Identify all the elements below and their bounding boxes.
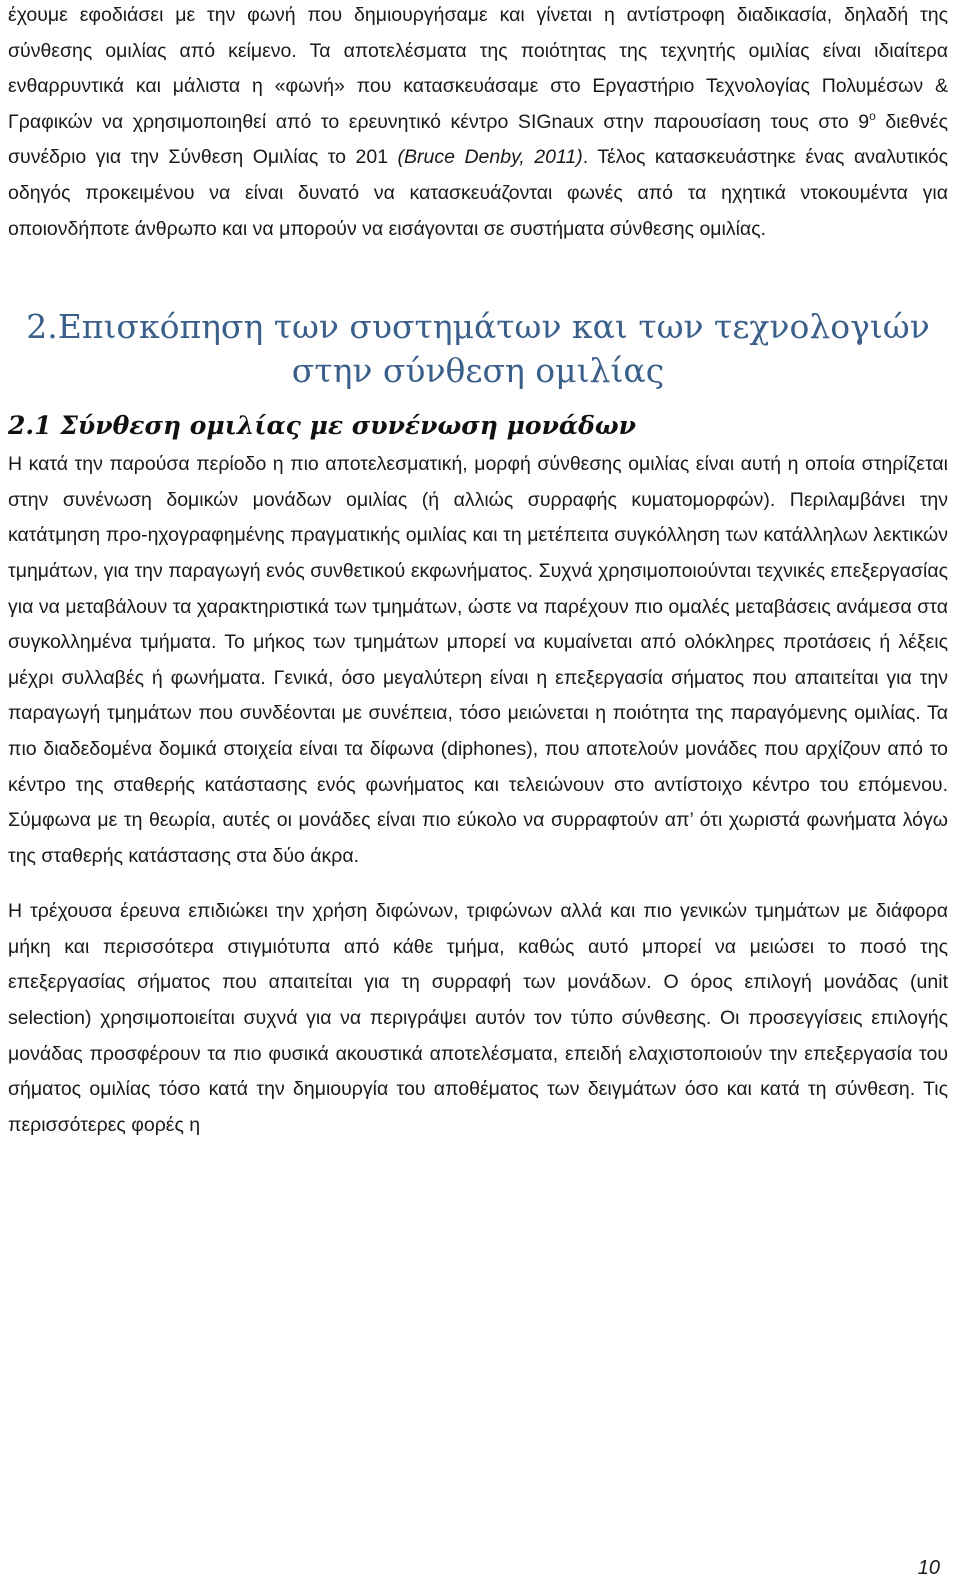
intro-text-a: έχουμε εφοδιάσει με την φωνή που δημιουργήσαμε και γίνεται η αντίστροφη διαδικασία, δηλαδή της σύνθεσης ομιλίας από κείμενο. Τα αποτελέσματα της ποιότητας της τεχνητής ομιλίας είναι ιδιαίτερα ενθαρρυντικά και μάλιστα η «φωνή» που κατασκευάσαμε στο Εργαστήριο Τεχνολογίας Πολυμέσων & Γραφικών να χρησιμοποιηθεί από το ερευνητικό κέντρο SIGnaux στην παρουσίαση τους στο 9 (8, 4, 948, 133)
intro-paragraph (8, 0, 948, 247)
section-2-1-paragraph-2: Η τρέχουσα έρευνα επιδιώκει την χρήση διφώνων, τριφώνων αλλά και πιο γενικών τμημάτων με διάφορα μήκη και περισσότερα στιγμιότυπα από κάθε τμήμα, καθώς αυτό μπορεί να μειώσει το ποσό της επεξεργασίας σήματος που απαιτείται για τη συρραφή των μονάδων. Ο όρος επιλογή μονάδας (unit selection) χρησιμοποιείται συχνά για να περιγράψει αυτόν τον τύπο σύνθεσης. Οι προσεγγίσεις επιλογής μονάδας προσφέρουν τα πιο φυσικά ακουστικά αποτελέσματα, επειδή ελαχιστοποιούν την επεξεργασία του σήματος ομιλίας τόσο κατά την δημιουργία του αποθέματος των δειγμάτων όσο και κατά τη σύνθεση. Τις περισσότερες φορές η (8, 900, 948, 1136)
ordinal-superscript: ο (869, 108, 876, 123)
page-number: 10 (917, 1557, 940, 1579)
intro-text-b: διεθνές συνέδριο για την Σύνθεση Ομιλίας το 201 (8, 110, 948, 169)
section-2-heading-line2: στην σύνθεση ομιλίας (291, 351, 665, 391)
section-2-1-paragraph-1: Η κατά την παρούσα περίοδο η πιο αποτελεσματική, μορφή σύνθεσης ομιλίας είναι αυτή η οποία στηρίζεται στην συνένωση δομικών μονάδων ομιλίας (ή αλλιώς συρραφής κυματομορφών). Περιλαμβάνει την κατάτμηση προ-ηχογραφημένης πραγματικής ομιλίας και τη μετέπειτα συγκόλληση των κατάλληλων λεκτικών τμημάτων, για την παραγωγή ενός συνθετικού εκφωνήματος. Συχνά χρησιμοποιούνται τεχνικές επεξεργασίας για να μεταβάλουν τα χαρακτηριστικά των τμημάτων, ώστε να παρέχουν πιο ομαλές μεταβάσεις ανάμεσα στα συγκολλημένα τμήματα. Το μήκος των τμημάτων μπορεί να κυμαίνεται από ολόκληρες προτάσεις ή λέξεις μέχρι συλλαβές ή φωνήματα. Γενικά, όσο μεγαλύτερη είναι η επεξεργασία σήματος που απαιτείται για την παραγωγή τμημάτων που συνδέονται με συνέπεια, τόσο μειώνεται η ποιότητα της παραγόμενης ομιλίας. Τα πιο διαδεδομένα δομικά στοιχεία είναι τα δίφωνα (diphones), που αποτελούν μονάδες που αρχίζουν από το κέντρο της σταθερής κατάστασης ενός φωνήματος και τελειώνουν στο αντίστοιχο κέντρο του επόμενου. Σύμφωνα με τη θεωρία, αυτές οι μονάδες είναι πιο εύκολο να συρραφτούν απ’ ότι χωριστά φωνήματα λόγω της σταθερής κατάστασης στα δύο άκρα. (8, 453, 948, 867)
section-2-1-heading: 2.1 Σύνθεση ομιλίας με συνένωση μονάδων (8, 411, 636, 441)
section-2-heading-line1: 2.Επισκόπηση των συστημάτων και των τεχνολογιών (26, 307, 930, 347)
intro-text-c: . Τέλος κατασκευάστηκε ένας αναλυτικός οδηγός προκειμένου να είναι δυνατό να κατασκευάζονται φωνές από τα ηχητικά ντοκουμέντα για οποιονδήποτε άνθρωπο και να μπορούν να εισάγονται σε συστήματα σύνθεσης ομιλίας. (8, 146, 948, 240)
section-2-heading (8, 305, 948, 393)
citation: (Bruce Denby, 2011) (397, 146, 583, 169)
